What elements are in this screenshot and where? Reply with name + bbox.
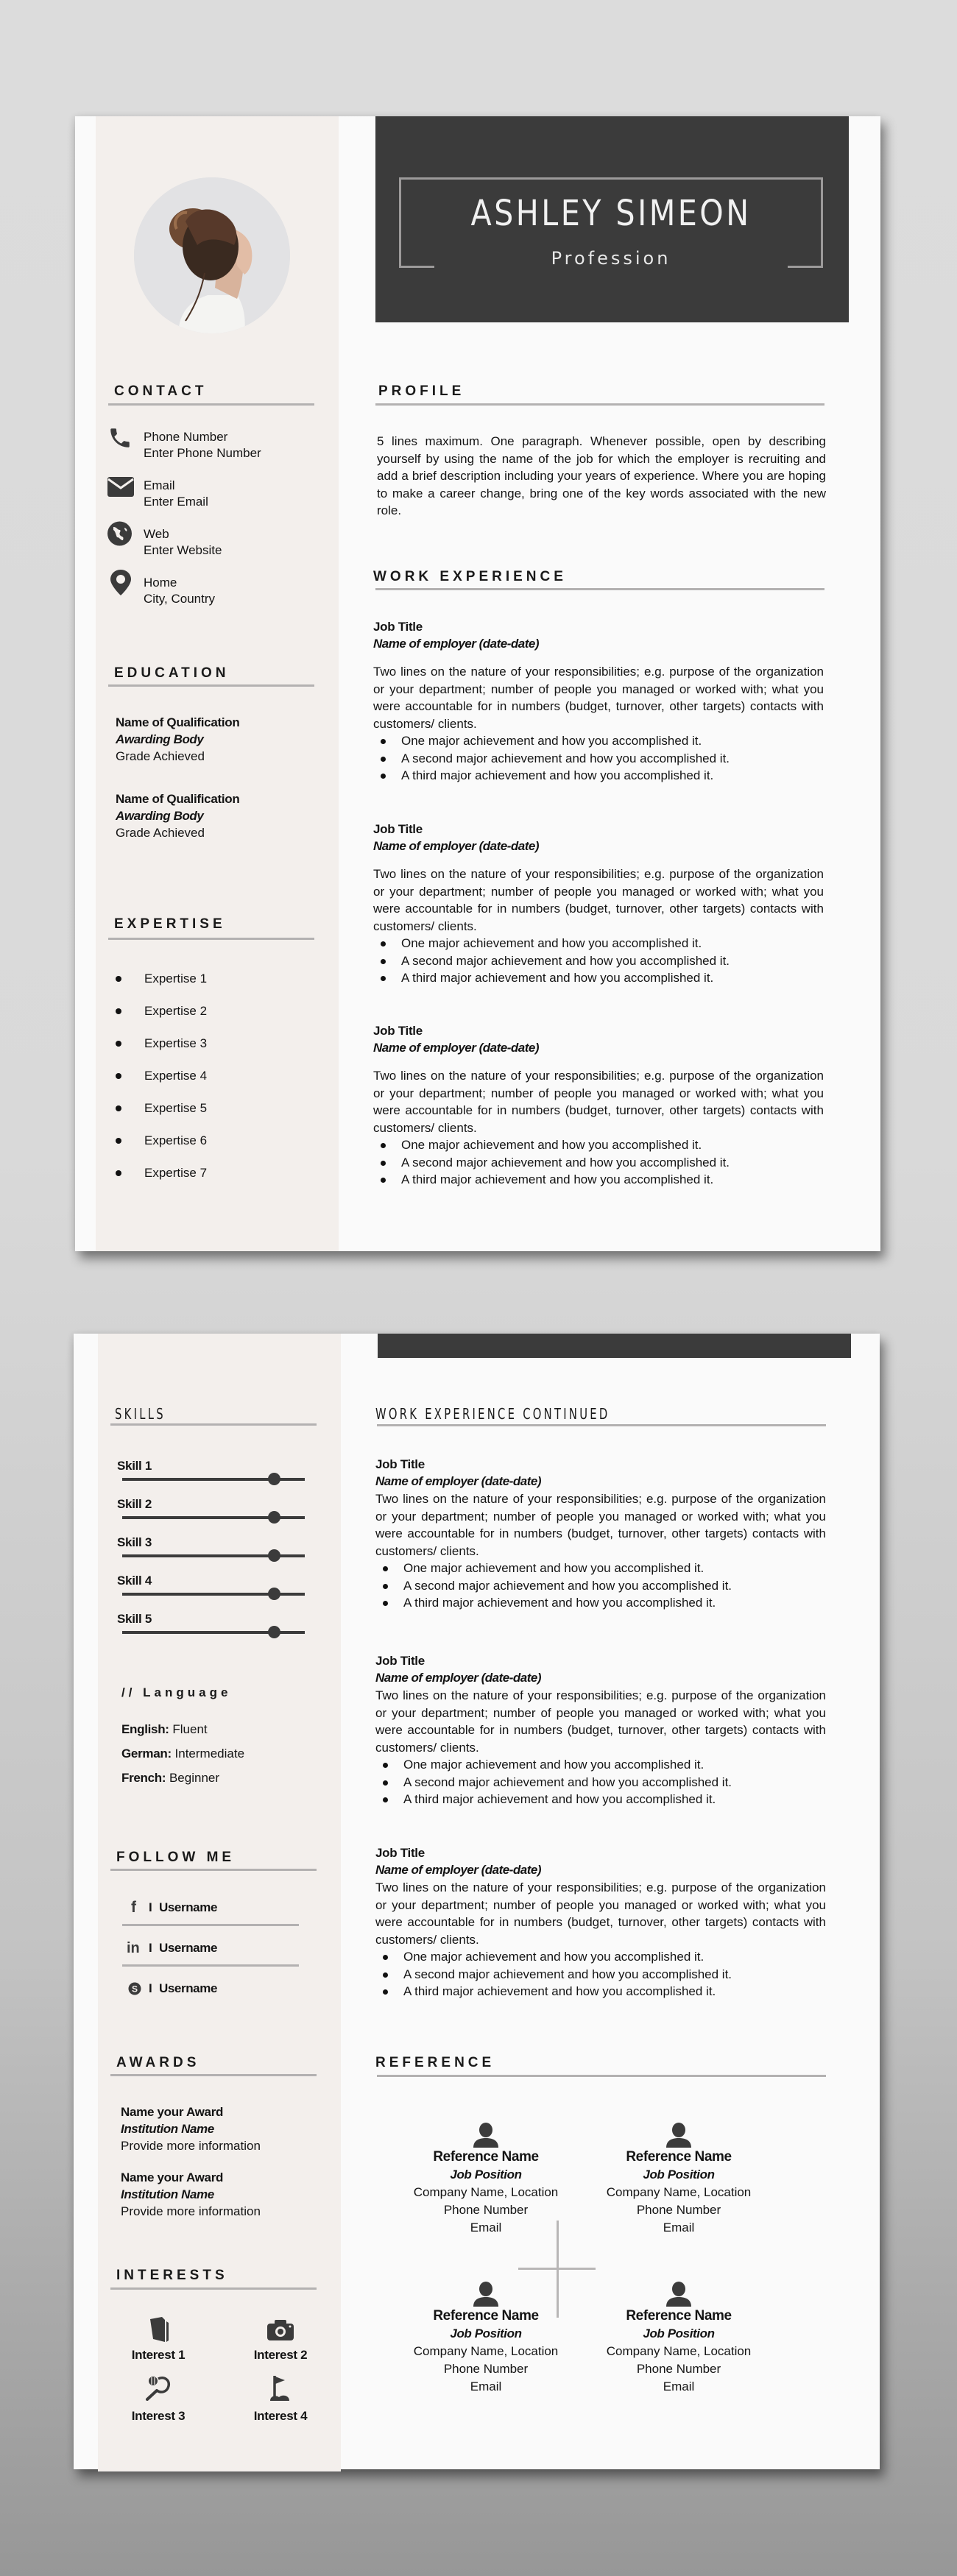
reference-card — [583, 2307, 774, 2396]
job-description: Two lines on the nature of your responsibilities; e.g. purpose of the organization or your department; number of people you managed or worked with; what you were accountable for in numbers (budget, turnover, other targets) contacts with customers/ clients. — [373, 665, 824, 731]
achievement-item: A third major achievement and how you accomplished it. — [401, 969, 824, 987]
reference-email[interactable]: Email — [663, 2221, 695, 2234]
candidate-profession: Profession — [551, 248, 671, 269]
svg-text:S: S — [131, 1984, 138, 1995]
achievement-item: A second major achievement and how you accomplished it. — [401, 750, 824, 768]
follow-username[interactable]: Username — [159, 1941, 218, 1955]
job-employer: Name of employer (date-date) — [375, 1474, 541, 1488]
achievement-item: A second major achievement and how you accomplished it. — [403, 1577, 826, 1595]
reference-position: Job Position — [450, 2168, 522, 2182]
award-name: Name your Award — [121, 2170, 224, 2184]
reference-card — [390, 2148, 582, 2237]
reference-email[interactable]: Email — [663, 2379, 695, 2393]
achievement-item: A third major achievement and how you accomplished it. — [401, 767, 824, 785]
location-pin-icon — [110, 570, 131, 599]
skill-label: Skill 3 — [117, 1535, 152, 1549]
education-grade: Grade Achieved — [116, 826, 205, 840]
camera-icon — [267, 2320, 294, 2344]
achievement-item: A third major achievement and how you accomplished it. — [403, 1594, 826, 1612]
follow-separator: I — [149, 1981, 152, 1995]
language-level: Beginner — [166, 1771, 220, 1785]
achievement-item: One major achievement and how you accomplished it. — [401, 935, 824, 952]
job-entry — [373, 1022, 824, 1189]
job-description: Two lines on the nature of your responsibilities; e.g. purpose of the organization or your department; number of people you managed or worked with; what you were accountable for in numbers (budget, turnover, other targets) contacts with customers/ clients. — [373, 1069, 824, 1135]
expertise-bullet — [116, 1138, 121, 1144]
interest-label: Interest 2 — [253, 2348, 308, 2362]
interests-heading: INTERESTS — [116, 2268, 228, 2283]
achievement-item: One major achievement and how you accomplished it. — [401, 1136, 824, 1154]
expertise-item: Expertise 2 — [144, 1004, 208, 1018]
job-description: Two lines on the nature of your responsibilities; e.g. purpose of the organization or your department; number of people you managed or worked with; what you were accountable for in numbers (budget, turnover, other targets) contacts with customers/ clients. — [375, 1880, 826, 1947]
expertise-bullet — [116, 976, 121, 982]
reference-company: Company Name, Location — [413, 2344, 559, 2358]
reference-phone[interactable]: Phone Number — [443, 2203, 529, 2217]
achievement-list — [373, 935, 824, 987]
expertise-bullet — [116, 1008, 121, 1014]
profile-photo — [134, 177, 290, 333]
job-title: Job Title — [375, 1846, 425, 1860]
language-item — [121, 1769, 219, 1786]
language-heading: // Language — [121, 1685, 232, 1699]
achievement-item: One major achievement and how you accomplished it. — [403, 1560, 826, 1577]
achievement-item: A second major achievement and how you accomplished it. — [403, 1966, 826, 1984]
reference-company: Company Name, Location — [413, 2185, 559, 2199]
follow-divider — [122, 1964, 299, 1967]
award-institution: Institution Name — [121, 2187, 214, 2201]
achievement-item: A second major achievement and how you accomplished it. — [401, 1154, 824, 1172]
person-icon — [666, 2282, 691, 2310]
language-name: German: — [121, 1747, 172, 1761]
contact-email-label: Email — [144, 478, 175, 492]
achievement-item: A third major achievement and how you accomplished it. — [403, 1791, 826, 1808]
expertise-bullet — [116, 1041, 121, 1047]
follow-username[interactable]: Username — [159, 1900, 218, 1914]
education-qualification: Name of Qualification — [116, 792, 240, 806]
contact-phone-label: Phone Number — [144, 430, 228, 444]
expertise-heading: EXPERTISE — [114, 916, 226, 932]
achievement-item: One major achievement and how you accomplished it. — [401, 732, 824, 750]
interests-rule — [110, 2287, 317, 2290]
award-institution: Institution Name — [121, 2122, 214, 2136]
award-name: Name your Award — [121, 2105, 224, 2119]
achievement-list — [375, 1560, 826, 1612]
reference-divider-horizontal — [518, 2268, 596, 2270]
follow-username[interactable]: Username — [159, 1981, 218, 1995]
follow-me-rule — [110, 1869, 317, 1871]
expertise-item: Expertise 5 — [144, 1101, 208, 1115]
language-level: Fluent — [169, 1722, 208, 1736]
achievement-item: One major achievement and how you accomplished it. — [403, 1756, 826, 1774]
reference-position: Job Position — [643, 2168, 715, 2182]
job-title: Job Title — [373, 822, 423, 836]
skill-slider-knob[interactable] — [268, 1473, 280, 1485]
contact-email-value[interactable]: Enter Email — [144, 495, 208, 509]
job-title: Job Title — [375, 1457, 425, 1471]
expertise-item: Expertise 4 — [144, 1069, 208, 1083]
profile-rule — [375, 403, 824, 406]
reference-company: Company Name, Location — [606, 2344, 752, 2358]
language-name: French: — [121, 1771, 166, 1785]
work-continued-heading: WORK EXPERIENCE CONTINUED — [375, 1405, 610, 1423]
job-employer: Name of employer (date-date) — [373, 1041, 539, 1055]
job-entry — [375, 1844, 826, 2000]
contact-home-label: Home — [144, 576, 177, 590]
phone-icon — [107, 425, 133, 454]
contact-heading: CONTACT — [114, 383, 208, 399]
person-icon — [473, 2123, 498, 2151]
achievement-list — [375, 1948, 826, 2000]
job-title: Job Title — [375, 1654, 425, 1668]
facebook-icon[interactable]: f — [131, 1899, 136, 1916]
skill-slider-knob[interactable] — [268, 1511, 280, 1524]
language-item — [121, 1721, 208, 1738]
contact-phone-value[interactable]: Enter Phone Number — [144, 446, 261, 460]
awards-rule — [110, 2074, 317, 2076]
language-name: English: — [121, 1722, 169, 1736]
skill-label: Skill 2 — [117, 1497, 152, 1511]
job-description: Two lines on the nature of your responsibilities; e.g. purpose of the organization or your department; number of people you managed or worked with; what you were accountable for in numbers (budget, turnover, other targets) contacts with customers/ clients. — [375, 1688, 826, 1755]
reference-company: Company Name, Location — [606, 2185, 752, 2199]
expertise-item: Expertise 1 — [144, 972, 208, 986]
reference-card — [390, 2307, 582, 2396]
award-info: Provide more information — [121, 2204, 261, 2218]
education-grade: Grade Achieved — [116, 749, 205, 763]
globe-icon — [107, 521, 133, 550]
follow-divider — [122, 1924, 299, 1926]
follow-separator: I — [149, 1900, 152, 1914]
skype-icon[interactable] — [128, 1982, 141, 2000]
reference-heading: REFERENCE — [375, 2055, 495, 2070]
header-bar — [378, 1334, 851, 1358]
interest-label: Interest 3 — [131, 2409, 186, 2423]
skills-rule — [110, 1423, 317, 1426]
reference-phone[interactable]: Phone Number — [636, 2203, 721, 2217]
job-title: Job Title — [373, 620, 423, 634]
interest-label: Interest 1 — [131, 2348, 186, 2362]
achievement-item: A third major achievement and how you accomplished it. — [401, 1171, 824, 1189]
golf-flag-icon — [270, 2376, 291, 2405]
reference-phone[interactable]: Phone Number — [443, 2362, 529, 2376]
reference-name: Reference Name — [433, 2149, 539, 2165]
person-icon — [473, 2282, 498, 2310]
follow-separator: I — [149, 1941, 152, 1955]
job-entry — [373, 821, 824, 987]
education-heading: EDUCATION — [114, 665, 230, 681]
expertise-item: Expertise 7 — [144, 1166, 208, 1180]
email-icon — [107, 477, 134, 500]
job-title: Job Title — [373, 1024, 423, 1038]
work-continued-rule — [377, 1424, 826, 1426]
work-experience-rule — [375, 588, 824, 590]
work-experience-heading: WORK EXPERIENCE — [373, 569, 567, 584]
reference-name: Reference Name — [626, 2308, 732, 2324]
candidate-name: ASHLEY SIMEON — [470, 193, 752, 234]
skill-slider-knob[interactable] — [268, 1549, 280, 1562]
book-icon — [149, 2317, 171, 2346]
achievement-item: One major achievement and how you accomplished it. — [403, 1948, 826, 1966]
skills-heading: SKILLS — [115, 1405, 166, 1423]
achievement-list — [375, 1756, 826, 1808]
linkedin-icon[interactable]: in — [127, 1940, 140, 1956]
expertise-item: Expertise 3 — [144, 1036, 208, 1050]
contact-home-value[interactable]: City, Country — [144, 592, 215, 606]
skill-label: Skill 5 — [117, 1612, 152, 1626]
interest-label: Interest 4 — [253, 2409, 308, 2423]
reference-name: Reference Name — [433, 2308, 539, 2324]
person-icon — [666, 2123, 691, 2151]
job-employer: Name of employer (date-date) — [373, 839, 539, 853]
reference-rule — [377, 2075, 826, 2077]
education-qualification: Name of Qualification — [116, 715, 240, 729]
achievement-item: A second major achievement and how you accomplished it. — [401, 952, 824, 970]
job-description: Two lines on the nature of your responsibilities; e.g. purpose of the organization or your department; number of people you managed or worked with; what you were accountable for in numbers (budget, turnover, other targets) contacts with customers/ clients. — [375, 1492, 826, 1558]
achievement-item: A second major achievement and how you accomplished it. — [403, 1774, 826, 1791]
language-item — [121, 1745, 244, 1762]
job-employer: Name of employer (date-date) — [373, 637, 539, 651]
job-employer: Name of employer (date-date) — [375, 1863, 541, 1877]
reference-email[interactable]: Email — [470, 2379, 502, 2393]
education-awarding-body: Awarding Body — [116, 732, 204, 746]
language-level: Intermediate — [171, 1747, 245, 1761]
reference-position: Job Position — [450, 2326, 522, 2340]
contact-web-value[interactable]: Enter Website — [144, 543, 222, 557]
portrait-illustration — [134, 177, 290, 333]
profile-text: 5 lines maximum. One paragraph. Whenever possible, open by describing yourself by using the name of the job for which the employer is recruiting and add a brief description including your years of experience. Where you are hoping to make a career change, bring one of the key words associated with the new role. — [377, 434, 826, 517]
education-rule — [108, 684, 314, 687]
reference-phone[interactable]: Phone Number — [636, 2362, 721, 2376]
job-entry — [375, 1652, 826, 1808]
expertise-rule — [108, 938, 314, 940]
job-employer: Name of employer (date-date) — [375, 1671, 541, 1685]
expertise-bullet — [116, 1073, 121, 1079]
tennis-racket-icon — [145, 2376, 172, 2405]
job-description: Two lines on the nature of your responsibilities; e.g. purpose of the organization or your department; number of people you managed or worked with; what you were accountable for in numbers (budget, turnover, other targets) contacts with customers/ clients. — [373, 867, 824, 933]
profile-heading: PROFILE — [378, 383, 465, 399]
contact-web-label: Web — [144, 527, 169, 541]
reference-card — [583, 2148, 774, 2237]
awards-heading: AWARDS — [116, 2055, 200, 2070]
achievement-list — [373, 732, 824, 785]
education-awarding-body: Awarding Body — [116, 809, 204, 823]
reference-position: Job Position — [643, 2326, 715, 2340]
contact-rule — [108, 403, 314, 406]
expertise-item: Expertise 6 — [144, 1133, 208, 1147]
reference-name: Reference Name — [626, 2149, 732, 2165]
award-info: Provide more information — [121, 2139, 261, 2153]
follow-me-heading: FOLLOW ME — [116, 1850, 236, 1865]
skill-slider-knob[interactable] — [268, 1588, 280, 1600]
skill-slider-knob[interactable] — [268, 1626, 280, 1638]
achievement-item: A third major achievement and how you accomplished it. — [403, 1983, 826, 2000]
expertise-bullet — [116, 1105, 121, 1111]
expertise-bullet — [116, 1170, 121, 1176]
job-entry — [375, 1456, 826, 1612]
skill-label: Skill 4 — [117, 1574, 152, 1588]
achievement-list — [373, 1136, 824, 1189]
reference-email[interactable]: Email — [470, 2221, 502, 2234]
job-entry — [373, 618, 824, 785]
skill-label: Skill 1 — [117, 1459, 152, 1473]
